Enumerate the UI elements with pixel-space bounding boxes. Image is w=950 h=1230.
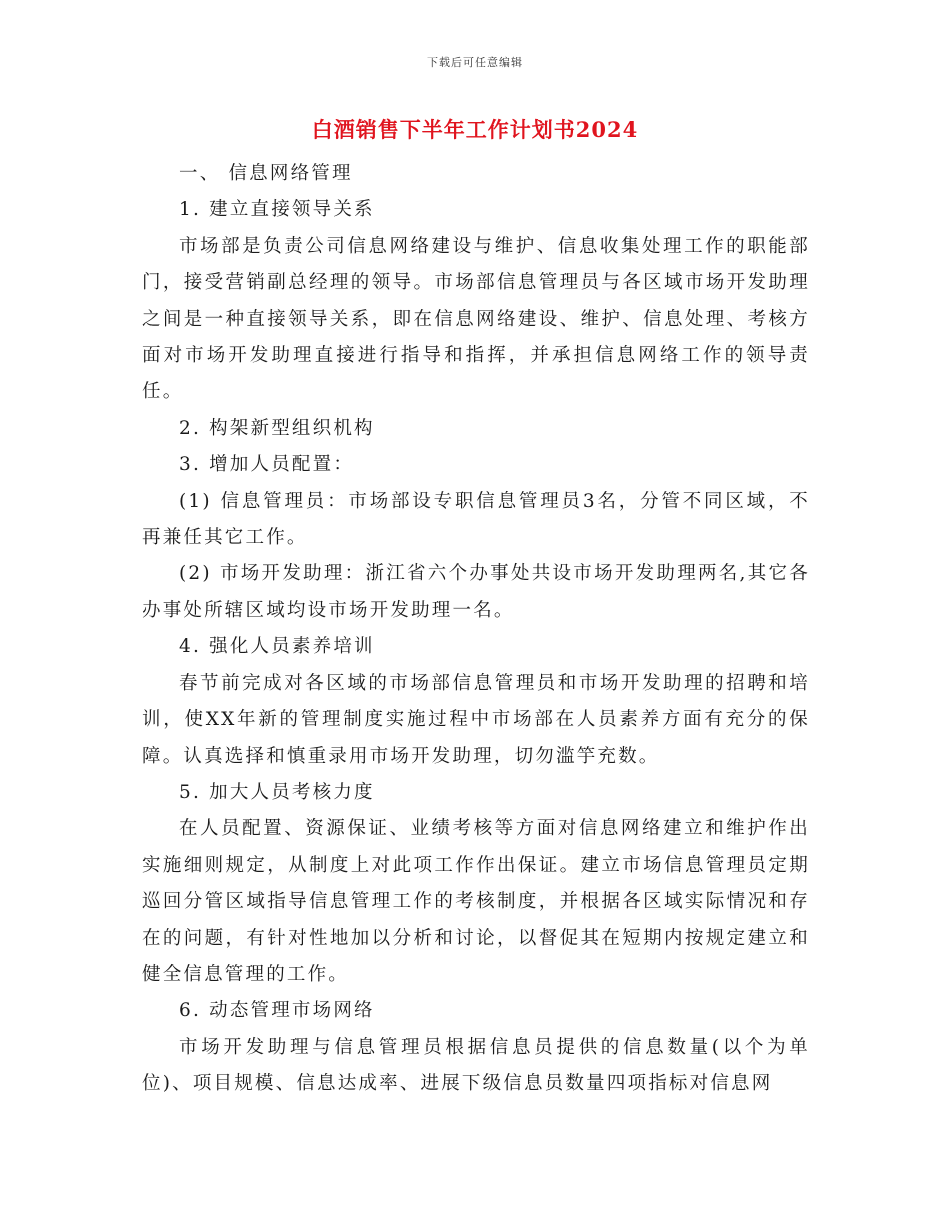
document-body [142, 156, 810, 1103]
paragraph: 在人员配置、资源保证、业绩考核等方面对信息网络建立和维护作出实施细则规定，从制度上对此项工作作出保证。建立市场信息管理员定期巡回分管区域指导信息管理工作的考核制度，并根据各区域实际情况和存在的问题，有针对性地加以分析和讨论，以督促其在短期内按规定建立和健全信息管理的工作。 [142, 818, 810, 985]
list-item-1: (1) 信息管理员：市场部设专职信息管理员3名，分管不同区域，不再兼任其它工作。 [142, 490, 810, 549]
paragraph: 市场部是负责公司信息网络建设与维护、信息收集处理工作的职能部门，接受营销副总经理的领导。市场部信息管理员与各区域市场开发助理之间是一种直接领导关系，即在信息网络建设、维护、信息处理、考核方面对市场开发助理直接进行指导和指挥，并承担信息网络工作的领导责任。 [142, 235, 810, 403]
page-header-note: 下载后可任意编辑 [427, 56, 523, 69]
subheading-3: 3. 增加人员配置： [179, 454, 355, 476]
paragraph: 市场开发助理与信息管理员根据信息员提供的信息数量(以个为单位)、项目规模、信息达成率、进展下级信息员数量四项指标对信息网 [142, 1036, 810, 1095]
section-heading: 一、 信息网络管理 [179, 163, 353, 184]
subheading-2: 2. 构架新型组织机构 [179, 417, 375, 439]
subheading-6: 6. 动态管理市场网络 [179, 1000, 375, 1022]
list-item-2: (2) 市场开发助理：浙江省六个办事处共设市场开发助理两名,其它各办事处所辖区域均设市场开发助理一名。 [142, 563, 810, 621]
document-title: 白酒销售下半年工作计划书2024 [311, 117, 639, 142]
subheading-1: 1. 建立直接领导关系 [179, 199, 375, 221]
subheading-5: 5. 加大人员考核力度 [179, 781, 375, 803]
subheading-4: 4. 强化人员素养培训 [179, 636, 375, 658]
paragraph: 春节前完成对各区域的市场部信息管理员和市场开发助理的招聘和培训，使XX年新的管理制度实施过程中市场部在人员素养方面有充分的保障。认真选择和慎重录用市场开发助理，切勿滥竽充数。 [142, 672, 810, 767]
